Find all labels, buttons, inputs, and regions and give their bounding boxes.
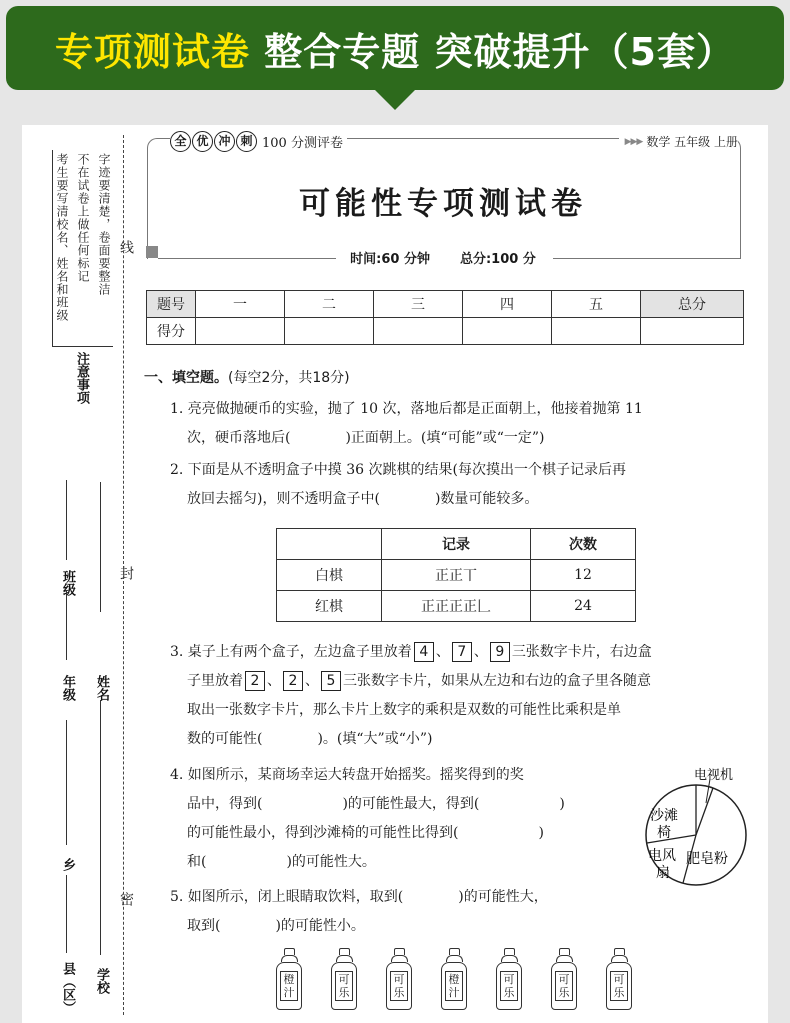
number-card: 4 (414, 642, 434, 662)
score-cell: 四 (463, 291, 552, 318)
binding-mark-feng: 封 (118, 566, 134, 580)
time-limit: 时间:60 分钟 (350, 252, 430, 267)
q1-text: )正面朝上。(填“可能”或“一定”) (345, 430, 545, 446)
q3-text: 3. 桌子上有两个盒子，左边盒子里放着 (170, 644, 412, 660)
bottle-label-char: 乐 (503, 986, 515, 999)
q4-text: ) (559, 796, 565, 812)
total-score: 总分:100 分 (459, 252, 536, 267)
q4-line: 4. 如图所示，某商场幸运大转盘开始摇奖。摇奖得到的奖 (170, 767, 524, 783)
bottle-label-char: 乐 (393, 986, 405, 999)
record-row (277, 560, 636, 591)
brand-logo (170, 130, 347, 152)
township-fill-line (66, 720, 67, 845)
section-title: 一、填空题。 (144, 370, 228, 386)
score-table-row (147, 291, 744, 318)
number-card: 9 (490, 642, 510, 662)
juice-bottle (275, 948, 303, 1010)
score-input-cell[interactable] (374, 318, 463, 345)
number-card: 7 (452, 642, 472, 662)
notice-line-3: 字迹要清楚，卷面要整洁 (97, 153, 111, 296)
q3-text: 数的可能性( (187, 731, 263, 747)
banner-pointer (373, 88, 417, 110)
binding-dashed-line (123, 135, 124, 1015)
grade-fill-line (66, 590, 67, 660)
question-5 (170, 883, 748, 941)
number-card: 2 (245, 671, 265, 691)
q1-line (170, 424, 748, 453)
q2-line (170, 485, 748, 514)
promo-banner (6, 6, 784, 90)
subject-grade: 数学 五年级 上册 (646, 135, 738, 149)
triangle-arrows-icon: ▶▶▶ (624, 136, 643, 147)
banner-subtitle: 整合专题 突破提升（5套） (264, 29, 735, 74)
wheel-label-chair: 椅 (657, 825, 671, 841)
record-header: 记录 (382, 529, 531, 560)
question-1 (170, 395, 748, 453)
notice-line-1: 考生要写清校名、姓名和班级 (55, 153, 69, 322)
record-cell: 12 (531, 560, 636, 591)
score-cell: 二 (285, 291, 374, 318)
q3-text: 三张数字卡片，右边盒 (511, 644, 652, 660)
county-label: 县（区） (60, 962, 75, 1014)
q4-text: )的可能性最大，得到( (342, 796, 480, 812)
record-cell: 正正丅 (382, 560, 531, 591)
bottle-label-char: 可 (503, 973, 515, 986)
record-header: 次数 (531, 529, 636, 560)
q4-text: 的可能性最小，得到沙滩椅的可能性比得到( (187, 825, 459, 841)
brand-char: 全 (170, 131, 191, 152)
cola-bottle (330, 948, 358, 1010)
class-label: 班级 (60, 570, 75, 596)
binding-mark-xian: 线 (118, 240, 134, 254)
q3-line (170, 725, 748, 754)
score-input-cell[interactable] (285, 318, 374, 345)
bottle-label-char: 可 (558, 973, 570, 986)
bottle-label-char: 橙 (283, 973, 295, 986)
question-2 (170, 456, 748, 514)
bottle-label-char: 乐 (613, 986, 625, 999)
q3-line: 子里放着 2 、 2 、 5 三张数字卡片，如果从左边和右边的盒子里各随意 (187, 673, 651, 689)
brand-char: 优 (192, 131, 213, 152)
q1-text: 次，硬币落地后( (187, 430, 291, 446)
score-cell: 总分 (641, 291, 744, 318)
q3-text: )。(填“大”或“小”) (317, 731, 433, 747)
county-fill-line (66, 875, 67, 953)
score-input-cell[interactable] (196, 318, 285, 345)
bottle-label-char: 可 (393, 973, 405, 986)
wheel-label-chair: 沙滩 (650, 808, 678, 824)
bottle-label-char: 乐 (338, 986, 350, 999)
drink-bottles (275, 948, 633, 1010)
q3-text: 子里放着 (187, 673, 243, 689)
brand-char: 冲 (214, 131, 235, 152)
score-input-cell[interactable] (641, 318, 744, 345)
score-cell: 题号 (147, 291, 196, 318)
q5-line (170, 912, 748, 941)
q2-text: 放回去摇匀)，则不透明盒子中( (187, 491, 380, 507)
q4-text: )的可能性大。 (286, 854, 376, 870)
q5-text: )的可能性小。 (275, 918, 365, 934)
township-label: 乡 (60, 858, 75, 871)
q4-text: 品中，得到( (187, 796, 263, 812)
brand-char: 刺 (236, 131, 257, 152)
record-table (276, 528, 636, 622)
banner-highlight: 专项测试卷 (55, 29, 251, 74)
cola-bottle (605, 948, 633, 1010)
prize-wheel-diagram (628, 765, 768, 890)
q5-text: 5. 如图所示，闭上眼睛取饮料，取到( (170, 889, 404, 905)
q1-line: 1. 亮亮做抛硬币的实验，抛了 10 次，落地后都是正面朝上，他接着抛第 11 (170, 401, 643, 417)
record-cell: 24 (531, 591, 636, 622)
time-score-info (147, 248, 739, 267)
notice-title: 注意事项 (74, 352, 89, 404)
number-card: 5 (321, 671, 341, 691)
school-label: 学校 (94, 968, 109, 994)
score-table (146, 290, 744, 345)
wheel-label-fan: 电风 (648, 848, 676, 864)
grade-label: 年级 (60, 675, 75, 701)
score-input-cell[interactable] (552, 318, 641, 345)
score-cell: 五 (552, 291, 641, 318)
question-3 (170, 638, 748, 754)
q5-text: 取到( (187, 918, 221, 934)
name-label: 姓名 (94, 675, 109, 701)
number-card: 2 (283, 671, 303, 691)
q2-text: )数量可能较多。 (434, 491, 539, 507)
score-cell: 三 (374, 291, 463, 318)
school-fill-line (100, 700, 101, 955)
q3-text: 三张数字卡片，如果从左边和右边的盒子里各随意 (343, 673, 651, 689)
bottle-label-char: 汁 (448, 986, 460, 999)
section-note: (每空2分，共18分) (228, 370, 350, 386)
wheel-label-fan: 扇 (656, 865, 670, 881)
cola-bottle (550, 948, 578, 1010)
q3-line: 3. 桌子上有两个盒子，左边盒子里放着 4 、 7 、 9 三张数字卡片，右边盒 (170, 644, 652, 660)
q5-line (170, 883, 748, 912)
score-input-cell[interactable] (463, 318, 552, 345)
class-fill-line (66, 480, 67, 560)
subject-info (619, 133, 738, 150)
binding-mark-mi: 密 (118, 892, 134, 906)
record-header-row (277, 529, 636, 560)
q4-text: 和( (187, 854, 207, 870)
score-cell: 一 (196, 291, 285, 318)
bottle-label-char: 可 (338, 973, 350, 986)
record-header (277, 529, 382, 560)
wheel-label-tv: 电视机 (694, 768, 734, 783)
q4-text: ) (538, 825, 544, 841)
brand-subtitle: 100 分测评卷 (262, 135, 343, 151)
banner-title (55, 21, 735, 76)
q2-line: 2. 下面是从不透明盒子中摸 36 次跳棋的结果(每次摸出一个棋子记录后再 (170, 462, 626, 478)
juice-bottle (440, 948, 468, 1010)
record-cell: 白棋 (277, 560, 382, 591)
notice-line-2: 不在试卷上做任何标记 (76, 153, 90, 283)
record-cell: 正正正正𠃊 (382, 591, 531, 622)
cola-bottle (385, 948, 413, 1010)
score-cell: 得分 (147, 318, 196, 345)
q5-text: )的可能性大， (458, 889, 548, 905)
bottle-label-char: 可 (613, 973, 625, 986)
q3-line: 取出一张数字卡片，那么卡片上数字的乘积是双数的可能性比乘积是单 (187, 702, 621, 718)
section-heading (144, 367, 350, 387)
exam-title: 可能性专项测试卷 (299, 186, 587, 222)
score-table-row (147, 318, 744, 345)
wheel-label-soap: 肥皂粉 (686, 851, 728, 867)
record-cell: 红棋 (277, 591, 382, 622)
cola-bottle (495, 948, 523, 1010)
name-fill-line (100, 482, 101, 612)
bottle-label-char: 乐 (558, 986, 570, 999)
record-row (277, 591, 636, 622)
bottle-label-char: 汁 (283, 986, 295, 999)
bottle-label-char: 橙 (448, 973, 460, 986)
